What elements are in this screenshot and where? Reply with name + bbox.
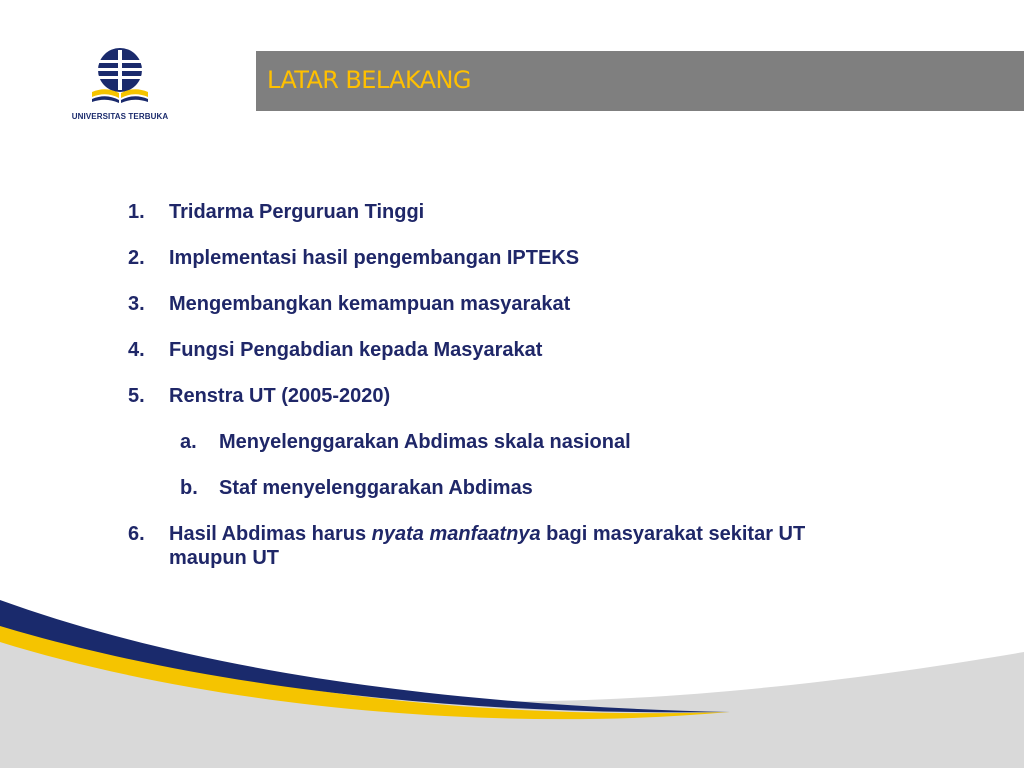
sub-list-text: Staf menyelenggarakan Abdimas (219, 477, 533, 499)
slide-title: LATAR BELAKANG (267, 66, 471, 94)
sub-list-item (124, 476, 884, 500)
list-text: Tridarma Perguruan Tinggi (169, 201, 425, 223)
sub-list-letter: a. (180, 431, 197, 453)
list-number: 6. (128, 523, 145, 545)
list-text-after: bagi masyarakat sekitar UT maupun UT (169, 523, 806, 569)
title-bar (256, 51, 1024, 111)
logo-text: UNIVERSITAS TERBUKA (71, 112, 169, 121)
list-text: Implementasi hasil pengembangan IPTEKS (169, 247, 580, 269)
sub-list-letter: b. (180, 477, 198, 499)
list-text: Renstra UT (2005-2020) (169, 385, 391, 407)
content-list (124, 200, 884, 570)
sub-list-text: Menyelenggarakan Abdimas skala nasional (219, 431, 631, 453)
list-number: 4. (128, 339, 145, 361)
list-text-emphasis: nyata manfaatnya (371, 523, 541, 545)
list-text-before: Hasil Abdimas harus (169, 523, 372, 545)
list-item (124, 338, 884, 362)
list-item (124, 292, 884, 316)
list-number: 3. (128, 293, 145, 315)
list-item (124, 200, 884, 224)
footer-wave-decoration (0, 600, 1024, 768)
list-number: 5. (128, 385, 145, 407)
list-item (124, 246, 884, 270)
sub-list-item (124, 430, 884, 454)
university-logo (62, 46, 178, 126)
list-number: 2. (128, 247, 145, 269)
list-text: Mengembangkan kemampuan masyarakat (169, 293, 571, 315)
list-item (124, 384, 884, 408)
list-number: 1. (128, 201, 145, 223)
list-text: Fungsi Pengabdian kepada Masyarakat (169, 339, 543, 361)
university-emblem-icon (84, 46, 156, 112)
list-item (124, 522, 884, 570)
